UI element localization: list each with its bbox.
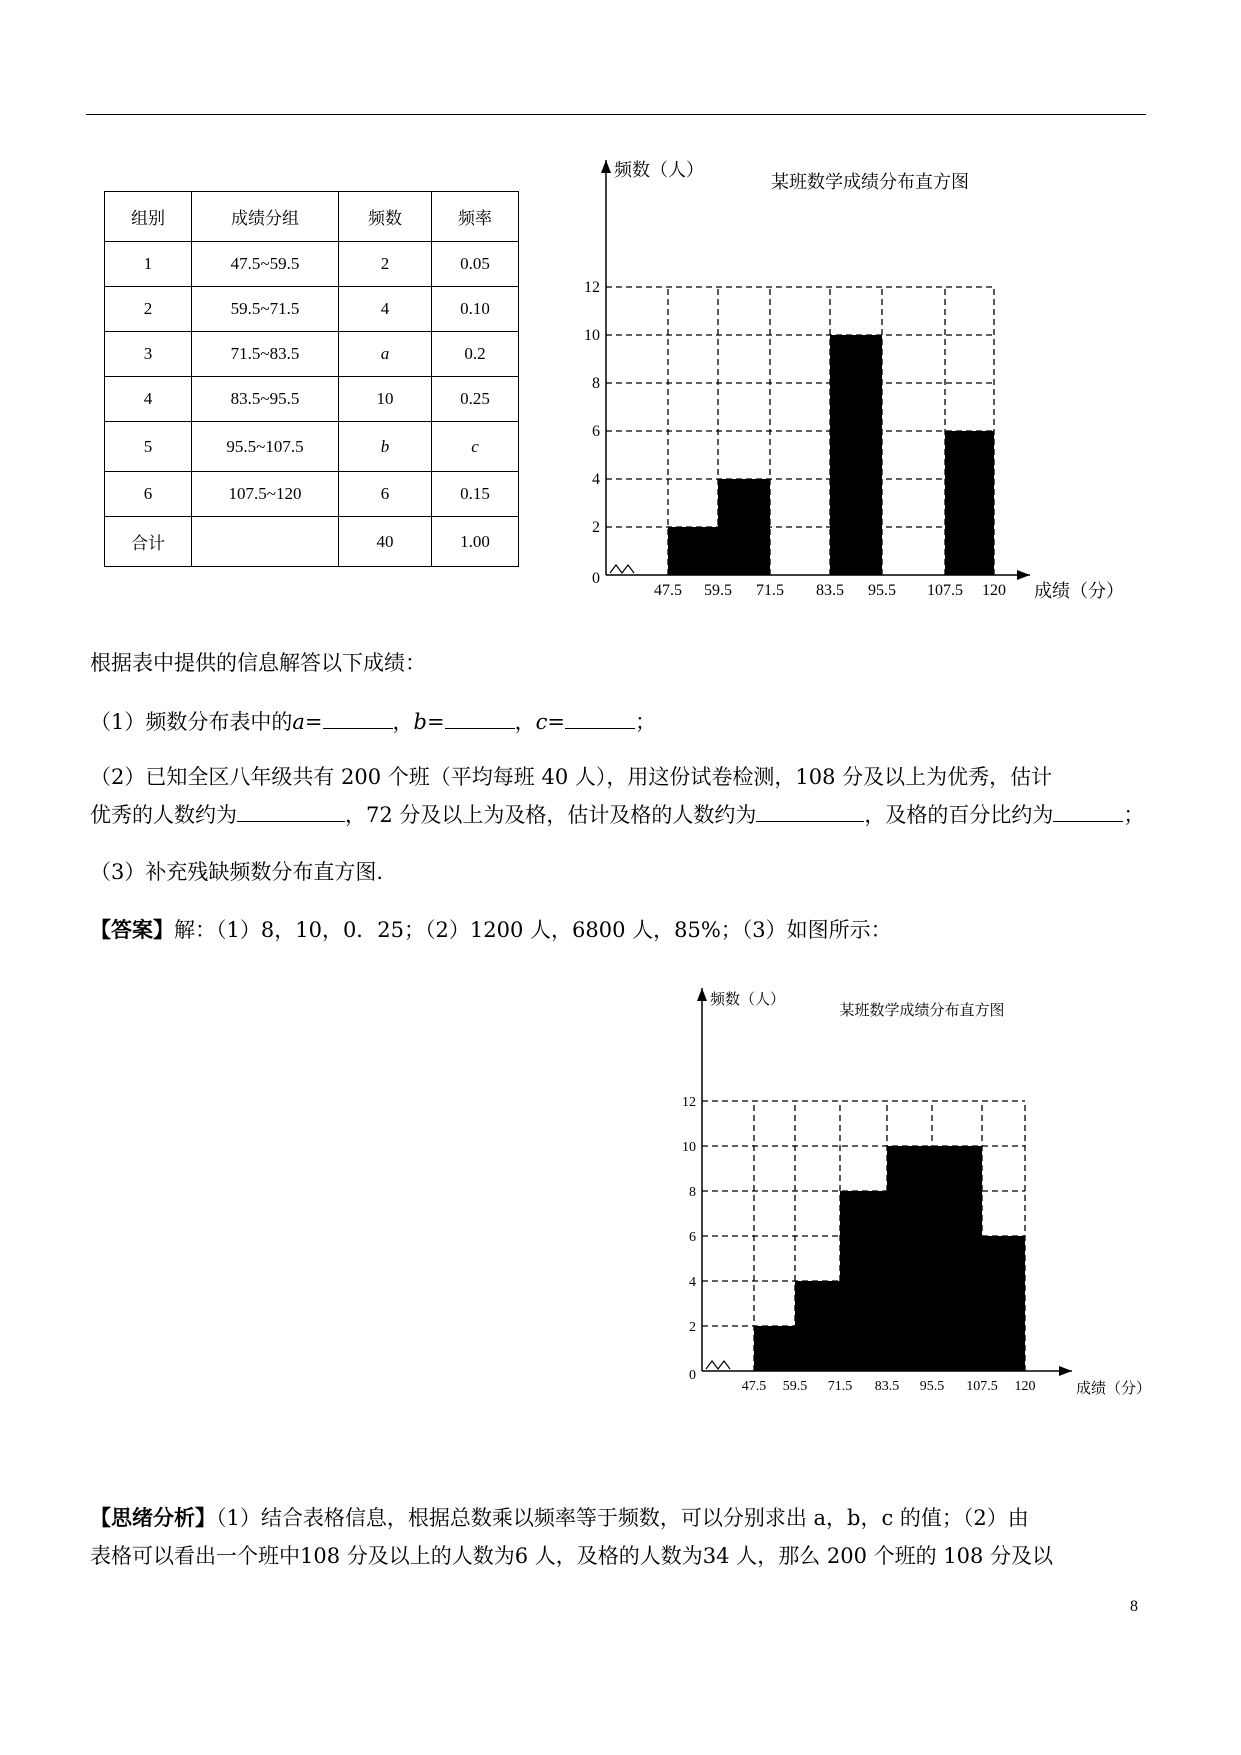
y-tick-label: 2 [592,519,600,536]
histogram-bar [754,1326,795,1371]
y-tick-label: 2 [689,1320,696,1335]
table-cell: 合计 [105,517,192,567]
table-header-cell: 成绩分组 [192,192,339,242]
table-cell: 2 [105,287,192,332]
x-tick-label: 107.5 [927,582,963,599]
y-tick-label: 10 [584,327,600,344]
x-axis-arrow-icon [1059,1366,1072,1376]
table-cell: 0.15 [432,472,519,517]
comma: ， [392,710,414,734]
eq-sign: = [304,710,323,734]
table-cell: 5 [105,422,192,472]
analysis-text-1: （1）结合表格信息，根据总数乘以频率等于频数，可以分别求出 a，b，c 的值；（2）由 [216,1506,1029,1530]
chart-title: 某班数学成绩分布直方图 [771,172,969,192]
q2-part-b: ，72 分及以上为及格，估计及格的人数约为 [345,803,757,827]
analysis-line-2: 表格可以看出一个班中108 分及以上的人数为6 人，及格的人数为34 人，那么 200 个班的 108 分及以 [90,1544,1054,1568]
table-cell: 47.5~59.5 [192,242,339,287]
x-tick-label: 47.5 [654,582,682,599]
y-axis-arrow-icon [697,988,707,1001]
x-tick-label: 120 [1014,1379,1036,1394]
answer-blank-pass[interactable] [756,799,864,822]
table-cell: c [432,422,519,472]
table-cell: 40 [339,517,432,567]
table-cell: 10 [339,377,432,422]
x-tick-label: 71.5 [827,1379,853,1394]
table-cell: 83.5~95.5 [192,377,339,422]
x-tick-label: 120 [982,582,1006,599]
y-axis-label: 频数（人） [614,160,704,180]
answer-blank-c[interactable] [565,706,635,729]
axis-break-icon [706,1361,730,1369]
table-cell: 59.5~71.5 [192,287,339,332]
q1-prefix: （1）频数分布表中的 [90,710,293,734]
question-1 [90,706,1230,737]
intro-text: 根据表中提供的信息解答以下成绩： [90,651,426,675]
y-tick-label: 8 [592,375,600,392]
table-header-cell: 频率 [432,192,519,242]
var-a: a [292,710,305,734]
table-cell: 4 [105,377,192,422]
question-3: （3）补充残缺频数分布直方图. [90,860,384,884]
histogram-bar [887,1146,932,1371]
q2-end: ； [1123,803,1145,827]
x-tick-label: 107.5 [966,1379,998,1394]
x-tick-label: 83.5 [816,582,844,599]
q2-part-a: 优秀的人数约为 [90,803,237,827]
answer-blank-b[interactable] [445,706,515,729]
answer-label: 【答案】 [90,917,174,942]
y-tick-label: 10 [682,1140,696,1155]
y-tick-label: 6 [592,423,600,440]
chart-title: 某班数学成绩分布直方图 [839,1003,1005,1019]
question-2-line-1: （2）已知全区八年级共有 200 个班（平均每班 40 人），用这份试卷检测，108 分及以上为优秀，估计 [90,765,1053,789]
histogram-bar [795,1281,840,1371]
table-cell: 71.5~83.5 [192,332,339,377]
table-cell: 0.10 [432,287,519,332]
x-tick-label: 59.5 [782,1379,808,1394]
x-axis-label: 成绩（分） [1034,581,1124,601]
y-tick-label: 4 [689,1275,696,1290]
y-tick-label: 0 [592,570,600,587]
table-cell: 6 [105,472,192,517]
y-tick-label: 0 [689,1368,696,1383]
table-cell: 95.5~107.5 [192,422,339,472]
table-cell: 107.5~120 [192,472,339,517]
table-cell: 1.00 [432,517,519,567]
answer-text: 解：（1）8，10，0．25；（2）1200 人，6800 人，85%；（3）如图所示： [174,918,892,942]
analysis-label: 【思绪分析】 [90,1505,216,1530]
answer-blank-excellent[interactable] [237,799,345,822]
table-cell: 1 [105,242,192,287]
table-cell: b [339,422,432,472]
y-tick-label: 8 [689,1185,696,1200]
table-cell: 2 [339,242,432,287]
y-tick-label: 12 [584,279,600,296]
answer-blank-percent[interactable] [1053,799,1123,822]
comma: ， [514,710,536,734]
y-axis-label: 频数（人） [710,992,786,1008]
histogram-bar [840,1191,887,1371]
histogram-bar [982,1236,1025,1371]
table-header-cell: 组别 [105,192,192,242]
x-tick-label: 71.5 [756,582,784,599]
x-tick-label: 95.5 [868,582,896,599]
histogram-bar [932,1146,982,1371]
table-header-cell: 频数 [339,192,432,242]
table-cell: 0.2 [432,332,519,377]
x-tick-label: 83.5 [874,1379,900,1394]
q2-part-c: ，及格的百分比约为 [864,803,1054,827]
x-tick-label: 95.5 [919,1379,945,1394]
x-tick-label: 47.5 [741,1379,767,1394]
table-cell: 3 [105,332,192,377]
var-b: b [413,710,427,734]
table-cell: 0.05 [432,242,519,287]
question-2-line-2 [90,799,1230,830]
eq-sign: = [426,710,445,734]
x-tick-label: 59.5 [704,582,732,599]
table-cell: 6 [339,472,432,517]
analysis-line-1 [90,1503,1230,1533]
var-c: c [535,710,548,734]
answer-line [90,915,1230,945]
y-tick-label: 6 [689,1230,696,1245]
page-number: 8 [1130,1598,1138,1615]
answer-blank-a[interactable] [323,706,393,729]
semicolon: ； [634,710,656,734]
y-tick-label: 4 [592,471,600,488]
x-axis-label: 成绩（分） [1076,1381,1152,1397]
table-cell: a [339,332,432,377]
y-tick-label: 12 [682,1095,696,1110]
eq-sign: = [547,710,565,734]
table-cell: 4 [339,287,432,332]
table-cell: 0.25 [432,377,519,422]
